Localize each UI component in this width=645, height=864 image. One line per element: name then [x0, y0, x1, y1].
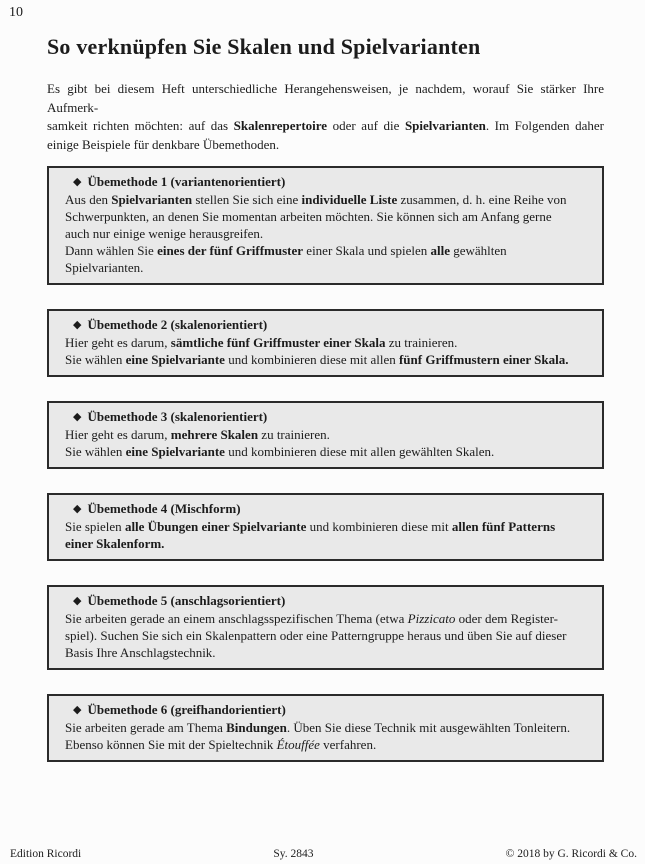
diamond-bullet-icon: ◆ [73, 176, 82, 188]
text-segment: oder dem Register- [455, 611, 558, 626]
method-box [47, 401, 604, 469]
text-segment: eines der fünf Griffmuster [157, 243, 304, 258]
text-segment: Hier geht es darum, [65, 427, 171, 442]
text-segment: verfahren. [319, 737, 377, 752]
text-segment: oder auf die [327, 118, 405, 133]
method-box-line [65, 351, 590, 368]
text-segment: Ebenso können Sie mit der Spieltechnik [65, 737, 277, 752]
text-segment: Basis Ihre Anschlagstechnik. [65, 645, 216, 660]
text-segment: zu trainieren. [258, 427, 330, 442]
method-box-body [65, 426, 590, 460]
text-segment: und kombinieren diese mit [306, 519, 452, 534]
intro-line [47, 136, 604, 155]
text-segment: Bindungen [226, 720, 287, 735]
text-segment: alle Übungen einer Spielvariante [124, 519, 307, 534]
method-box [47, 309, 604, 377]
method-box-title: Übemethode 4 (Mischform) [87, 501, 241, 516]
method-box-heading [65, 701, 590, 719]
text-segment: . Im Folgenden daher [485, 118, 604, 133]
text-segment: zusammen, d. h. eine Reihe von [397, 192, 567, 207]
method-box-line [65, 208, 590, 225]
method-box-heading [65, 592, 590, 610]
method-box [47, 166, 604, 285]
text-segment: Spielvarianten. [65, 260, 144, 275]
text-segment: Aus den [65, 192, 112, 207]
text-segment: Sie arbeiten gerade an einem anschlagsspezifischen Thema (etwa [65, 611, 408, 626]
page-title: So verknüpfen Sie Skalen und Spielvarianten [47, 34, 481, 59]
text-segment: einer Skalenform. [65, 536, 165, 551]
intro-line [47, 117, 604, 136]
method-box-line [65, 259, 590, 276]
method-box [47, 493, 604, 561]
text-segment: Dann wählen Sie [65, 243, 158, 258]
diamond-bullet-icon: ◆ [73, 503, 82, 515]
text-segment: sämtliche fünf Griffmuster einer Skala [170, 335, 386, 350]
text-segment: Étouffée [276, 737, 320, 752]
diamond-bullet-icon: ◆ [73, 595, 82, 607]
method-box-line [65, 242, 590, 259]
method-box [47, 694, 604, 762]
text-segment: mehrere Skalen [170, 427, 259, 442]
method-box-line [65, 191, 590, 208]
method-box-title: Übemethode 6 (greifhandorientiert) [87, 702, 286, 717]
diamond-bullet-icon: ◆ [73, 319, 82, 331]
method-box-line [65, 627, 590, 644]
method-box-line [65, 644, 590, 661]
method-box-heading [65, 408, 590, 426]
text-segment: individuelle Liste [301, 192, 398, 207]
text-segment: samkeit richten möchten: auf das [47, 118, 234, 133]
method-box-title: Übemethode 5 (anschlagsorientiert) [87, 593, 286, 608]
method-box-line [65, 719, 590, 736]
footer-catalog-number: Sy. 2843 [273, 848, 314, 860]
method-box [47, 585, 604, 670]
text-segment: Sie wählen [65, 352, 126, 367]
diamond-bullet-icon: ◆ [73, 704, 82, 716]
method-box-body [65, 518, 590, 552]
text-segment: einige Beispiele für denkbare Übemethoden. [47, 136, 280, 152]
method-box-body [65, 334, 590, 368]
text-segment: Schwerpunkten, an denen Sie momentan arbeiten möchten. Sie können sich am Anfang gerne [65, 209, 552, 224]
method-box-line [65, 334, 590, 351]
footer-copyright: © 2018 by G. Ricordi & Co. [505, 848, 637, 860]
text-segment: stellen Sie sich eine [192, 192, 302, 207]
text-segment: Spielvarianten [404, 118, 486, 133]
text-segment: allen fünf Patterns [451, 519, 556, 534]
method-box-line [65, 426, 590, 443]
page-content [47, 34, 604, 762]
text-segment: Skalenrepertoire [233, 118, 328, 133]
method-box-line [65, 443, 590, 460]
method-box-line [65, 535, 590, 552]
text-segment: spiel). Suchen Sie sich ein Skalenpattern oder eine Patterngruppe heraus und üben Sie auf dieser [65, 628, 567, 643]
text-segment: Sie wählen [65, 444, 126, 459]
text-segment: Pizzicato [407, 611, 456, 626]
method-box-heading [65, 316, 590, 334]
diamond-bullet-icon: ◆ [73, 411, 82, 423]
text-segment: auch nur einige wenige herausgreifen. [65, 226, 264, 241]
text-segment: Spielvarianten [111, 192, 193, 207]
text-segment: und kombinieren diese mit allen [224, 352, 399, 367]
page-footer [0, 848, 645, 860]
method-box-body [65, 610, 590, 661]
text-segment: Sie arbeiten gerade am Thema [65, 720, 227, 735]
text-segment: Sie spielen [65, 519, 125, 534]
method-box-title: Übemethode 2 (skalenorientiert) [87, 317, 268, 332]
method-box-heading [65, 500, 590, 518]
text-segment: eine Spielvariante [125, 352, 225, 367]
text-segment: und kombinieren diese mit allen gewählten Skalen. [224, 444, 495, 459]
method-box-line [65, 736, 590, 753]
intro-paragraph [47, 80, 604, 154]
method-box-body [65, 719, 590, 753]
footer-publisher: Edition Ricordi [10, 848, 82, 860]
text-segment: alle [430, 243, 450, 258]
intro-line [47, 80, 604, 117]
method-box-line [65, 518, 590, 535]
text-segment: . Üben Sie diese Technik mit ausgewählten Tonleitern. [286, 720, 571, 735]
text-segment: einer Skala und spielen [303, 243, 431, 258]
text-segment: eine Spielvariante [125, 444, 225, 459]
method-box-line [65, 225, 590, 242]
text-segment: fünf Griffmustern einer Skala. [398, 352, 569, 367]
method-box-title: Übemethode 3 (skalenorientiert) [87, 409, 268, 424]
text-segment: zu trainieren. [385, 335, 458, 350]
method-box-body [65, 191, 590, 276]
text-segment: Es gibt bei diesem Heft unterschiedliche Herangehensweisen, je nachdem, worauf Sie stärker Ihre Aufmerk- [47, 81, 604, 115]
method-box-title: Übemethode 1 (variantenorientiert) [87, 174, 286, 189]
text-segment: gewählten [449, 243, 507, 258]
text-segment: Hier geht es darum, [65, 335, 171, 350]
method-box-heading [65, 173, 590, 191]
page-number: 10 [9, 5, 23, 20]
method-box-line [65, 610, 590, 627]
method-box-list [47, 166, 604, 762]
